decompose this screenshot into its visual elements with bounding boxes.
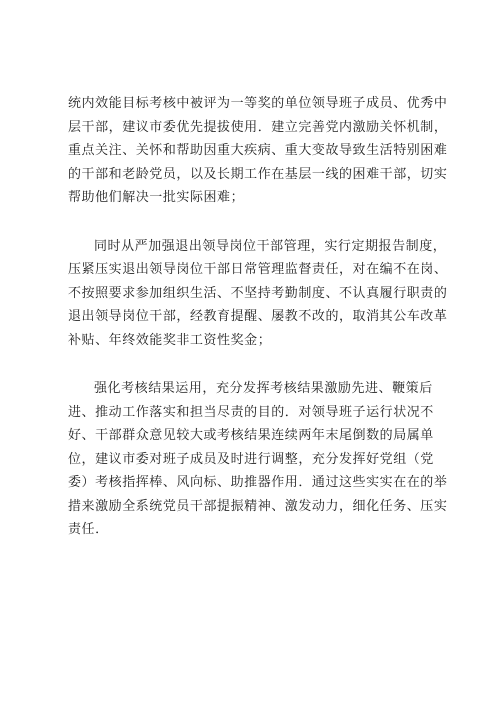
paragraph-2	[68, 235, 448, 353]
paragraph-3	[68, 377, 448, 542]
text-line: 重点关注、关怀和帮助因重大疾病、重大变故导致生活特别困难	[68, 143, 448, 158]
text-line: 委）考核指挥棒、风向标、助推器作用．通过这些实实在在的举	[68, 475, 448, 490]
text-line: 统内效能目标考核中被评为一等奖的单位领导班子成员、优秀中	[68, 96, 448, 111]
text-line: 责任．	[68, 522, 109, 537]
text-line: 强化考核结果运用，充分发挥考核结果激励先进、鞭策后	[94, 381, 433, 396]
text-line: 措来激励全系统党员干部提振精神、激发动力，细化任务、压实	[68, 498, 448, 514]
text-line: 压紧压实退出领导岗位干部日常管理监督责任，对在编不在岗、	[68, 262, 448, 277]
paragraph-1	[68, 92, 448, 210]
text-line: 退出领导岗位干部，经教育提醒、屡教不改的，取消其公车改革	[68, 309, 448, 324]
text-line: 帮助他们解决一批实际困难；	[68, 190, 245, 205]
text-line: 位，建议市委对班子成员及时进行调整，充分发挥好党组（党	[68, 451, 434, 467]
text-line: 好、干部群众意见较大或考核结果连续两年末尾倒数的局属单	[68, 428, 434, 443]
text-line: 进、推动工作落实和担当尽责的目的．对领导班子运行状况不	[68, 404, 434, 420]
text-line: 同时从严加强退出领导岗位干部管理，实行定期报告制度，	[94, 238, 447, 254]
text-line: 补贴、年终效能奖非工资性奖金；	[68, 332, 272, 348]
text-line: 不按照要求参加组织生活、不坚持考勤制度、不认真履行职责的	[68, 285, 448, 301]
text-line: 层干部，建议市委优先提拔使用．建立完善党内激励关怀机制，	[68, 119, 448, 135]
text-line: 的干部和老龄党员，以及长期工作在基层一线的困难干部，切实	[68, 166, 448, 182]
document-body	[68, 92, 448, 542]
